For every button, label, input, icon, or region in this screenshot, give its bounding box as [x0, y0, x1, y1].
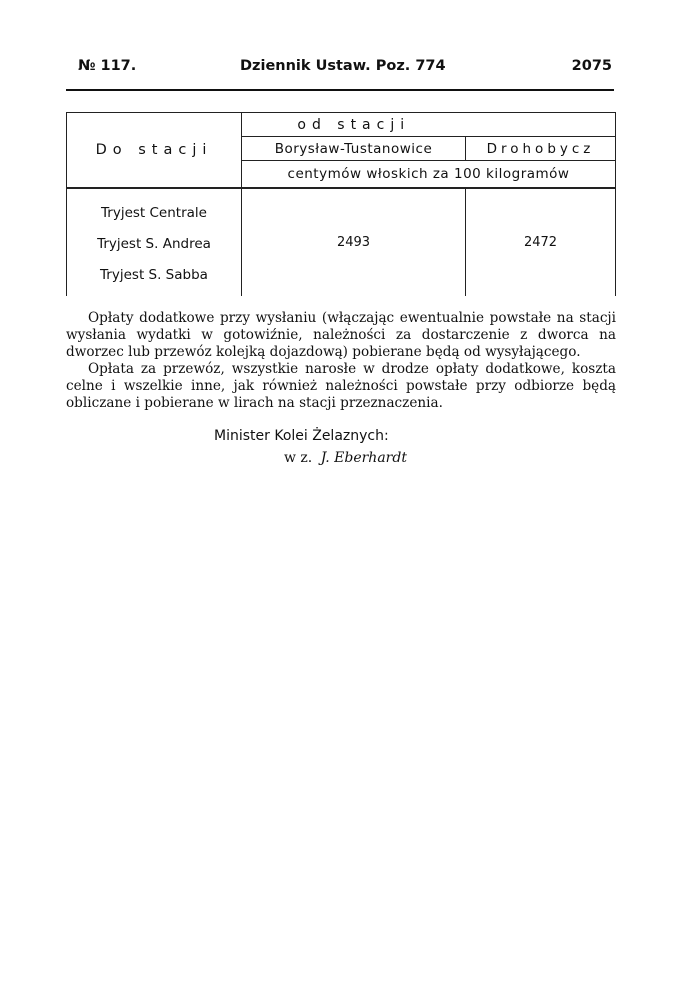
- header-rule: [66, 89, 614, 91]
- body-text: [66, 310, 616, 412]
- destination-stations: [67, 188, 242, 296]
- from-station-header-spacer: [466, 113, 616, 137]
- origin-drohobycz-header: Drohobycz: [466, 137, 616, 161]
- signatory-name: J. Eberhardt: [320, 450, 407, 466]
- journal-title: Dziennik Ustaw. Poz. 774: [240, 58, 446, 74]
- from-station-header: od stacji: [242, 113, 466, 137]
- rate-borysław: 2493: [242, 188, 466, 296]
- paragraph-transport-fee: Opłata za przewóz, wszystkie narosłe w drodze opłaty dodatkowe, koszta celne i wszelkie inne, jak również należności powstałe przy odbiorze będą obliczane i pobierane w lirach na stacji przeznaczenia.: [66, 361, 616, 411]
- signatory-title: Minister Kolei Żelaznych:: [214, 428, 389, 444]
- signatory: [284, 450, 407, 466]
- station-row: Tryjest S. Andrea: [97, 235, 211, 252]
- rates-table: [66, 112, 616, 296]
- issue-number: № 117.: [78, 58, 137, 74]
- station-row: Tryjest Centrale: [101, 204, 207, 221]
- unit-header: centymów włoskich za 100 kilogramów: [242, 161, 616, 188]
- origin-borysław-header: Borysław-Tustanowice: [242, 137, 466, 161]
- station-row: Tryjest S. Sabba: [100, 266, 208, 283]
- page-number: 2075: [571, 58, 612, 74]
- paragraph-additional-fees: Opłaty dodatkowe przy wysłaniu (włączając ewentualnie powstałe na stacji wysłania wydatki w gotowiźnie, należności za dostarczenie z dworca na dworzec lub przewóz kolejką dojazdową) pobierane będą od wysyłającego.: [66, 310, 616, 360]
- signatory-prefix: w z.: [284, 450, 313, 466]
- to-station-header: Do stacji: [67, 113, 242, 188]
- page-header: [66, 58, 614, 80]
- rate-drohobycz: 2472: [466, 188, 616, 296]
